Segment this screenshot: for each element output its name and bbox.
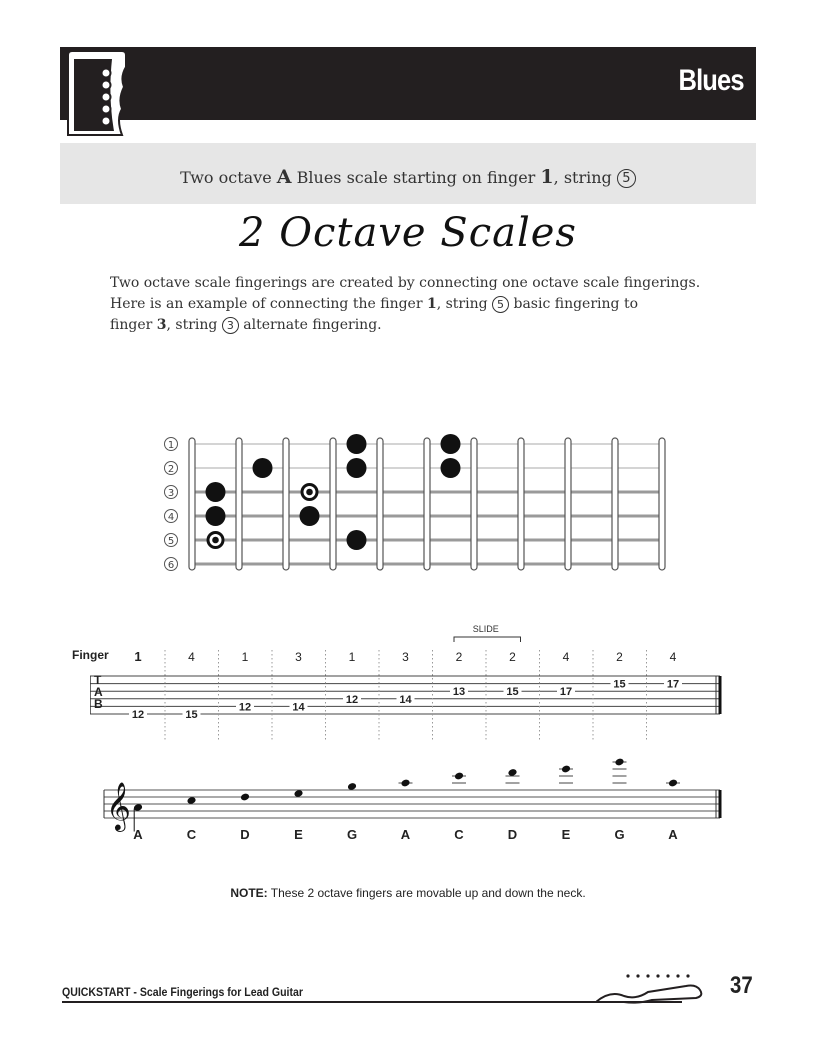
note-head bbox=[400, 779, 410, 788]
string-number-label: 5 bbox=[167, 536, 175, 547]
subtitle-key: A bbox=[276, 166, 292, 188]
intro-line-1: Two octave scale fingerings are created by connecting one octave scale fingerings. bbox=[110, 275, 701, 291]
subtitle bbox=[60, 166, 756, 188]
finger-position-dot bbox=[253, 458, 273, 478]
finger-number: 4 bbox=[669, 650, 677, 664]
fret-number: 14 bbox=[399, 693, 412, 706]
note-head bbox=[240, 793, 250, 802]
fret-number: 17 bbox=[559, 686, 573, 699]
note-label: NOTE: bbox=[230, 886, 268, 900]
finger-number: 4 bbox=[562, 650, 570, 664]
string-number-label: 3 bbox=[167, 488, 175, 499]
fret-number: 15 bbox=[506, 686, 519, 699]
intro-line-2 bbox=[110, 294, 730, 315]
finger-position-dot bbox=[441, 434, 461, 454]
finger-position-dot bbox=[347, 434, 367, 454]
note-head bbox=[614, 758, 624, 767]
finger-number: 3 bbox=[295, 650, 302, 664]
section-title: 2 Octave Scales bbox=[239, 210, 577, 256]
treble-clef-icon: 𝄞 bbox=[106, 781, 131, 830]
string-number-label: 2 bbox=[167, 464, 175, 475]
intro-text: , string bbox=[436, 296, 493, 312]
finger-number: 1 bbox=[348, 650, 356, 664]
intro-text: finger bbox=[110, 317, 157, 333]
guitar-neck-icon bbox=[596, 968, 706, 1006]
note-name-label: A bbox=[668, 827, 678, 842]
intro-text: basic fingering to bbox=[509, 296, 638, 312]
intro-finger: 1 bbox=[426, 296, 437, 312]
guitar-headstock-logo-icon bbox=[62, 47, 130, 139]
string-number-label: 4 bbox=[167, 512, 175, 523]
finger-number: 4 bbox=[188, 650, 195, 664]
intro-line-3 bbox=[110, 315, 730, 336]
finger-number: 1 bbox=[241, 650, 249, 664]
finger-position-dot bbox=[441, 458, 461, 478]
note-name-label: C bbox=[186, 827, 197, 842]
note-head bbox=[561, 765, 571, 774]
header-bar bbox=[60, 47, 756, 120]
subtitle-finger: 1 bbox=[540, 166, 554, 188]
note-head bbox=[454, 772, 464, 781]
intro-paragraph bbox=[110, 273, 730, 336]
finger-position-dot bbox=[347, 530, 367, 550]
fret-wire bbox=[518, 438, 524, 570]
fret-number: 12 bbox=[345, 693, 359, 706]
finger-position-dot bbox=[206, 506, 226, 526]
fretboard-diagram bbox=[150, 430, 680, 580]
tablature bbox=[90, 620, 730, 750]
note-name-label: A bbox=[133, 827, 143, 842]
tab-letter: B bbox=[94, 697, 103, 711]
footer-divider bbox=[62, 1001, 682, 1003]
fret-number: 13 bbox=[452, 686, 466, 699]
fret-wire bbox=[189, 438, 195, 570]
music-staff bbox=[90, 750, 730, 850]
intro-text: Here is an example of connecting the finger bbox=[110, 296, 427, 312]
note-head bbox=[668, 779, 678, 788]
fret-wire bbox=[283, 438, 289, 570]
fret-number: 15 bbox=[613, 678, 626, 691]
slide-bracket bbox=[454, 637, 521, 642]
subtitle-string-circle: 5 bbox=[617, 169, 636, 188]
note-name-label: D bbox=[507, 827, 518, 842]
subtitle-prefix: Two octave bbox=[180, 168, 277, 187]
slide-label: SLIDE bbox=[472, 624, 499, 634]
string-number-label: 6 bbox=[167, 560, 175, 571]
intro-string-circle: 3 bbox=[222, 317, 239, 334]
note-name-label: A bbox=[400, 827, 411, 842]
finger-number: 2 bbox=[616, 650, 623, 664]
note-name-label: G bbox=[614, 827, 625, 842]
fret-wire bbox=[612, 438, 618, 570]
fret-wire bbox=[424, 438, 430, 570]
fret-wire bbox=[565, 438, 571, 570]
string-number-label: 1 bbox=[167, 440, 175, 451]
intro-text: , string bbox=[166, 317, 222, 333]
note-name-label: E bbox=[561, 827, 571, 842]
subtitle-string-text: , string bbox=[553, 168, 617, 187]
fret-number: 15 bbox=[185, 709, 198, 721]
finger-number: 3 bbox=[402, 650, 409, 664]
fret-number: 17 bbox=[666, 678, 680, 691]
finger-position-dot bbox=[206, 482, 226, 502]
note-body: These 2 octave fingers are movable up and down the neck. bbox=[267, 886, 586, 900]
fret-number: 14 bbox=[292, 701, 305, 714]
finger-row-label: Finger bbox=[72, 648, 109, 662]
tab-letter: T bbox=[94, 673, 102, 687]
intro-text: alternate fingering. bbox=[238, 317, 382, 333]
fret-wire bbox=[471, 438, 477, 570]
fret-wire bbox=[236, 438, 242, 570]
footer-book-title: QUICKSTART - Scale Fingerings for Lead Guitar bbox=[62, 985, 303, 999]
fret-wire bbox=[659, 438, 665, 570]
note-name-label: D bbox=[240, 827, 250, 842]
subtitle-middle: Blues scale starting on finger bbox=[291, 168, 541, 187]
finger-number: 2 bbox=[455, 650, 463, 664]
note-name-label: C bbox=[454, 827, 464, 842]
root-note-center bbox=[212, 537, 219, 544]
intro-finger: 3 bbox=[156, 317, 167, 333]
intro-string-circle: 5 bbox=[492, 296, 509, 313]
page-number: 37 bbox=[730, 972, 753, 999]
note-name-label: E bbox=[294, 827, 303, 842]
finger-position-dot bbox=[300, 506, 320, 526]
page-title: Blues bbox=[678, 64, 744, 97]
note-name-label: G bbox=[346, 827, 358, 842]
fret-number: 12 bbox=[238, 701, 252, 714]
fret-wire bbox=[377, 438, 383, 570]
root-note-center bbox=[306, 489, 313, 496]
tab-letter: A bbox=[94, 685, 103, 699]
note-text bbox=[60, 886, 756, 900]
fret-wire bbox=[330, 438, 336, 570]
finger-number: 2 bbox=[509, 650, 516, 664]
fret-number: 12 bbox=[131, 709, 145, 721]
finger-number: 1 bbox=[134, 649, 142, 664]
finger-position-dot bbox=[347, 458, 367, 478]
